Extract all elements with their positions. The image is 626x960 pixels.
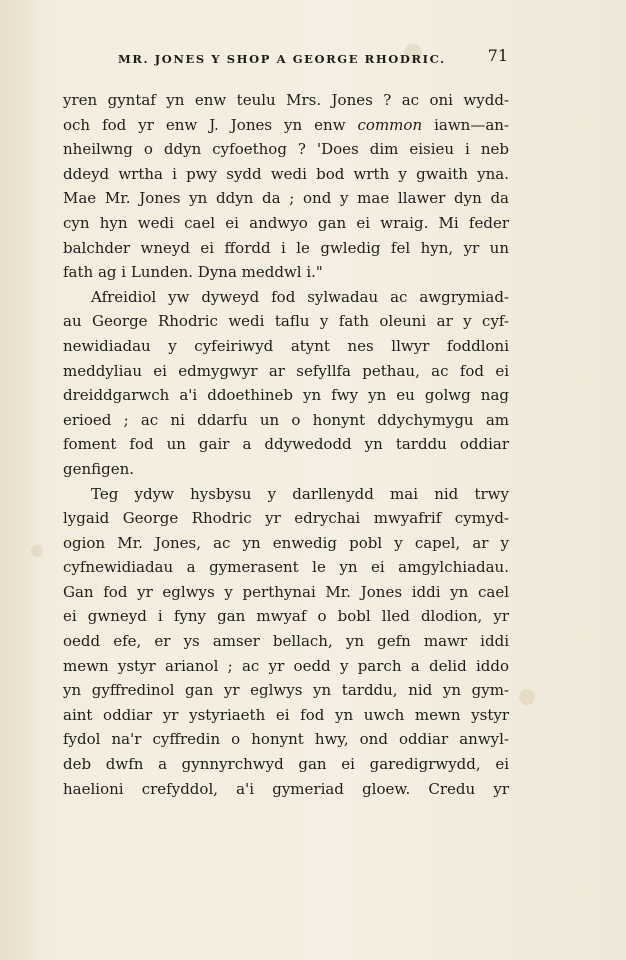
text-line: meddyliau ei edmygwyr ar sefyllfa pethau, ac fod ei xyxy=(63,361,509,380)
text-fragment: iawn—an- xyxy=(422,115,509,134)
paper-stain xyxy=(31,545,43,557)
text-line: ei gwneyd i fyny gan mwyaf o bobl lled dlodion, yr xyxy=(63,607,509,626)
italic-word: common xyxy=(357,115,423,134)
text-line: ddeyd wrtha i pwy sydd wedi bod wrth y gwaith yna. xyxy=(63,164,509,183)
body-text xyxy=(63,88,509,801)
text-line: nheilwng o ddyn cyfoethog ? 'Does dim eisieu i neb xyxy=(63,140,509,159)
text-line: Gan fod yr eglwys y perthynai Mr. Jones iddi yn cael xyxy=(63,582,509,601)
page-header xyxy=(118,46,508,74)
text-line: dreiddgarwch a'i ddoethineb yn fwy yn eu golwg nag xyxy=(63,386,509,405)
paper-stain xyxy=(519,689,535,705)
text-line: aint oddiar yr ystyriaeth ei fod yn uwch mewn ystyr xyxy=(63,705,509,724)
text-line: mewn ystyr arianol ; ac yr oedd y parch a delid iddo xyxy=(63,656,509,675)
text-line: oedd efe, er ys amser bellach, yn gefn mawr iddi xyxy=(63,632,509,651)
running-head: MR. JONES Y SHOP A GEORGE RHODRIC. xyxy=(118,52,446,66)
text-line: Mae Mr. Jones yn ddyn da ; ond y mae llawer dyn da xyxy=(63,189,509,208)
text-line: foment fod un gair a ddywedodd yn tarddu oddiar xyxy=(63,435,509,454)
text-line: au George Rhodric wedi taflu y fath oleuni ar y cyf- xyxy=(63,312,509,331)
text-line: ogion Mr. Jones, ac yn enwedig pobl y capel, ar y xyxy=(63,533,509,552)
text-line: lygaid George Rhodric yr edrychai mwyafrif cymyd- xyxy=(63,509,509,528)
text-line: deb dwfn a gynnyrchwyd gan ei garedigrwydd, ei xyxy=(63,755,509,774)
text-line: erioed ; ac ni ddarfu un o honynt ddychymygu am xyxy=(63,410,509,429)
text-line: cyfnewidiadau a gymerasent le yn ei amgylchiadau. xyxy=(63,558,509,577)
text-line xyxy=(63,113,509,138)
text-fragment: och fod yr enw J. Jones yn enw xyxy=(63,115,358,134)
text-line: haelioni crefyddol, a'i gymeriad gloew. Credu yr xyxy=(63,779,509,798)
paragraph-start-line: Teg ydyw hysbysu y darllenydd mai nid trwy xyxy=(91,484,509,503)
text-line: fydol na'r cyffredin o honynt hwy, ond oddiar anwyl- xyxy=(63,730,509,749)
paragraph-start-line: Afreidiol yw dyweyd fod sylwadau ac awgrymiad- xyxy=(91,287,509,306)
text-line: genfigen. xyxy=(63,459,135,478)
text-line: balchder wneyd ei ffordd i le gwledig fel hyn, yr un xyxy=(63,238,509,257)
page-number: 71 xyxy=(487,46,508,65)
text-line: yn gyffredinol gan yr eglwys yn tarddu, nid yn gym- xyxy=(63,681,509,700)
text-line: fath ag i Lunden. Dyna meddwl i." xyxy=(63,263,323,282)
text-line: newidiadau y cyfeiriwyd atynt nes llwyr foddloni xyxy=(63,336,509,355)
text-line: cyn hyn wedi cael ei andwyo gan ei wraig. Mi feder xyxy=(63,213,509,232)
text-line: yren gyntaf yn enw teulu Mrs. Jones ? ac oni wydd- xyxy=(63,91,509,109)
